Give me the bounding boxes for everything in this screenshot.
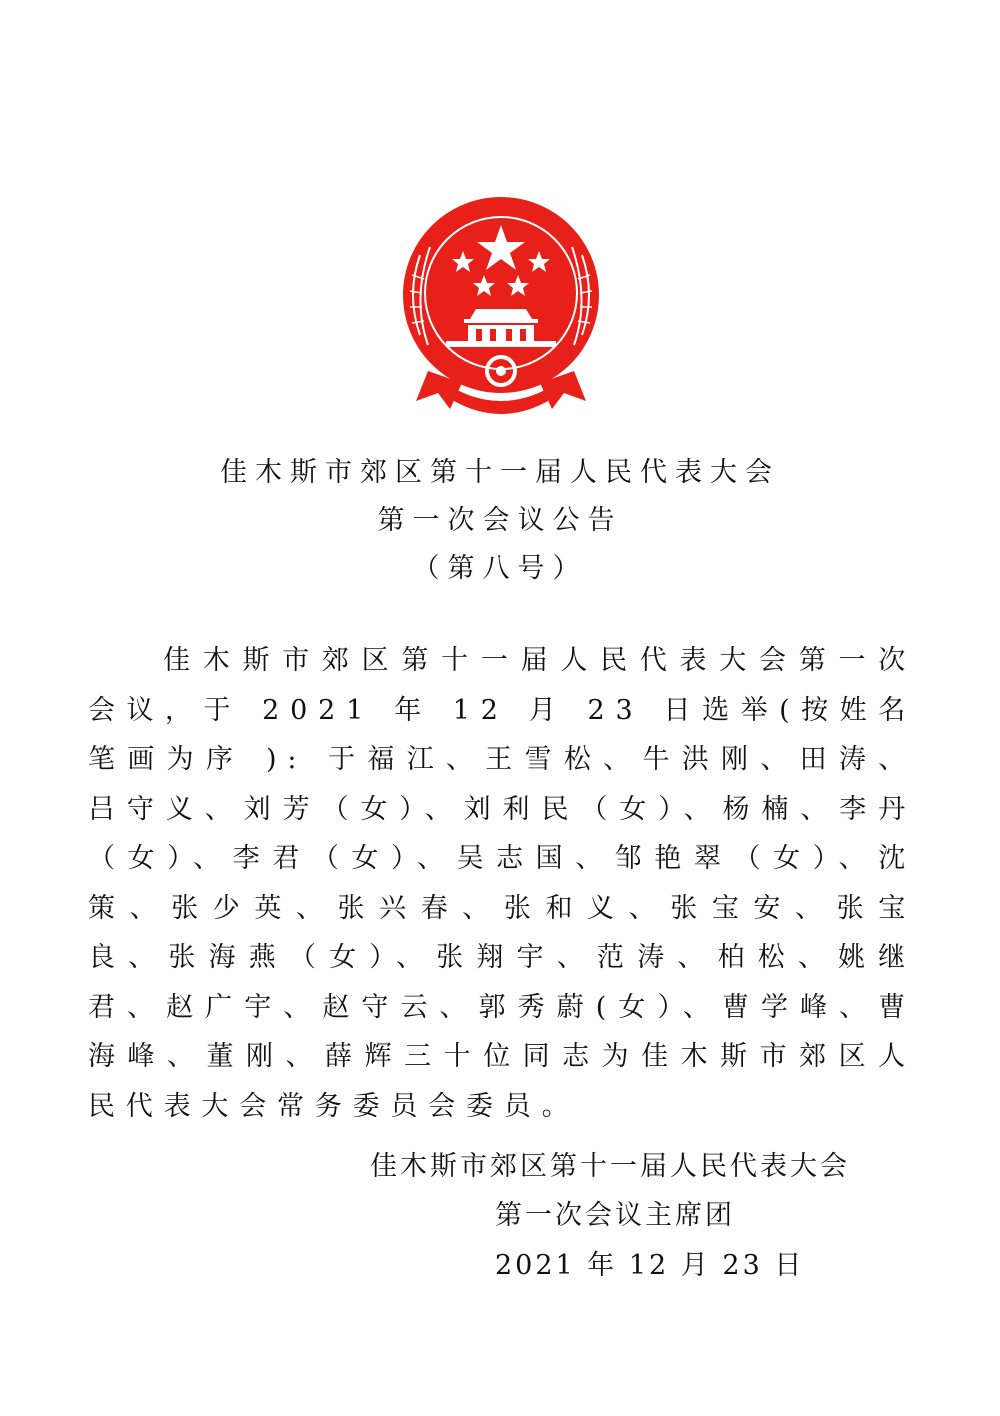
document-title-line-1: 佳木斯市郊区第十一届人民代表大会 xyxy=(220,457,780,488)
signature-date: 2021 年 12 月 23 日 xyxy=(495,1250,805,1281)
signature-organization: 佳木斯市郊区第十一届人民代表大会 xyxy=(370,1151,850,1182)
document-number: （第八号） xyxy=(412,553,588,584)
document-title-line-2: 第一次会议公告 xyxy=(377,505,623,536)
announcement-paragraph: 佳木斯市郊区第十一届人民代表大会第一次会议，于 2021 年 12 月 23 日选举(按姓名笔画为序 ): 于福江、王雪松、牛洪刚、田涛、吕守义、刘芳（女）、刘利民（女）、杨楠、李丹（女）、李君（女）、吴志国、邹艳翠（女）、沈策、张少英、张兴春、张和义、张宝安、张宝良、张海燕（女）、张翔宇、范涛、柏松、姚继君、赵广宇、赵守云、郭秀蔚(女）、曹学峰、曹海峰、董刚、薛辉三十位同志为佳木斯市郊区人民代表大会常务委员会委员。 xyxy=(88,645,916,1122)
signature-presidium: 第一次会议主席团 xyxy=(495,1200,735,1231)
national-emblem-icon xyxy=(398,195,604,417)
